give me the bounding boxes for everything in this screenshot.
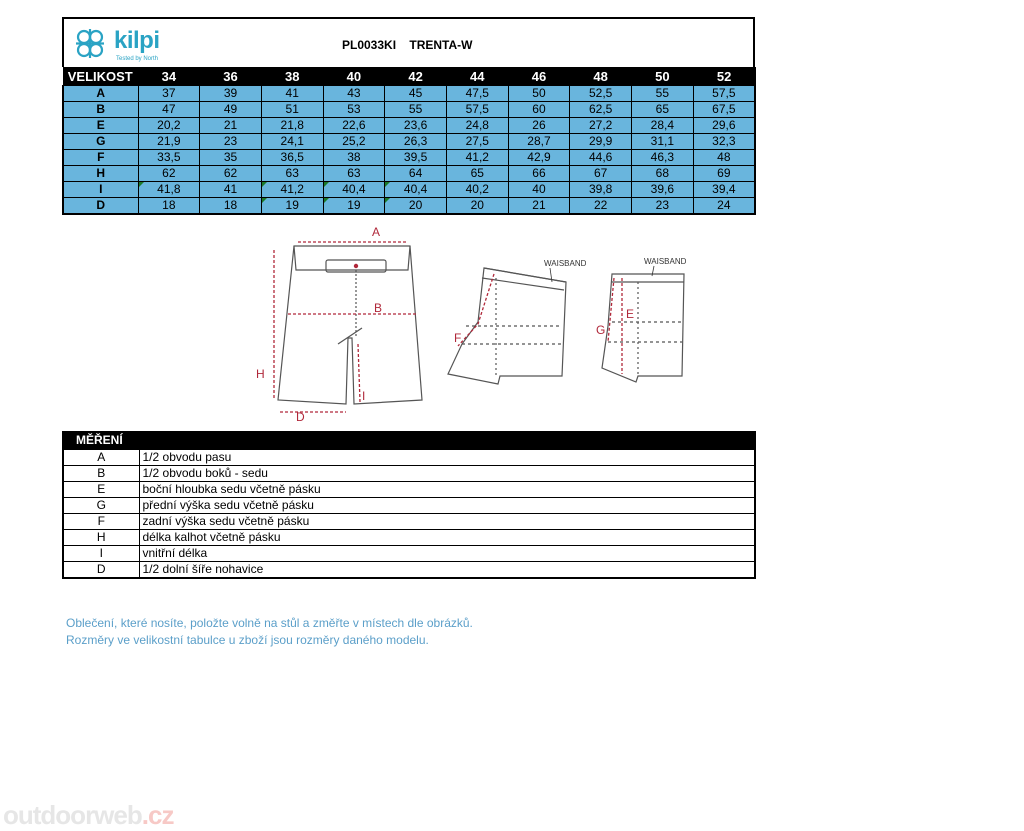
brand-name: kilpi <box>114 27 160 54</box>
size-cell <box>138 182 200 198</box>
size-cell <box>508 182 570 198</box>
size-cell <box>693 198 755 215</box>
size-cell <box>261 182 323 198</box>
cell-comment-marker <box>262 182 267 187</box>
size-cell-value: 62 <box>223 166 238 180</box>
size-cell-value: 52,5 <box>588 86 613 100</box>
size-cell-value: 18 <box>162 198 176 212</box>
size-cell-value: 41 <box>285 86 299 100</box>
size-cell-value: 65 <box>470 166 484 180</box>
size-cell <box>570 182 632 198</box>
size-cell-value: 47,5 <box>465 86 489 100</box>
size-cell <box>261 166 323 182</box>
size-cell-value: 62,5 <box>588 102 613 116</box>
size-cell <box>632 198 694 215</box>
size-cell <box>693 118 755 134</box>
size-header-label: VELIKOST <box>63 67 138 86</box>
size-cell-value: 62 <box>162 166 176 180</box>
size-cell-value: 19 <box>285 198 299 212</box>
size-cell-value: 23 <box>223 134 238 148</box>
size-cell <box>261 134 323 150</box>
watermark-suffix: .cz <box>141 800 174 830</box>
size-cell <box>261 150 323 166</box>
size-cell-value: 41,2 <box>280 182 304 196</box>
size-cell <box>261 102 323 118</box>
watermark-main: outdoorweb <box>3 800 142 830</box>
size-cell-value: 40,4 <box>403 182 428 196</box>
size-cell <box>693 86 755 102</box>
size-col-header: 42 <box>385 67 447 86</box>
diagram-label-b: B <box>374 301 383 315</box>
instruction-note: Oblečení, které nosíte, položte volně na stůl a změřte v místech dle obrázků. <box>66 616 473 630</box>
size-cell-value: 48 <box>717 150 731 164</box>
measurement-row <box>63 498 755 514</box>
size-cell <box>693 102 755 118</box>
diagram-label-e: E <box>626 307 635 321</box>
size-row-label: F <box>63 150 138 166</box>
product-title <box>342 38 472 52</box>
size-cell <box>508 166 570 182</box>
size-cell-value: 29,9 <box>588 134 613 148</box>
size-cell-value: 65 <box>655 102 670 116</box>
size-cell <box>632 150 694 166</box>
size-cell <box>508 134 570 150</box>
size-cell <box>200 150 262 166</box>
size-row <box>63 166 755 182</box>
size-cell <box>570 102 632 118</box>
size-cell <box>570 198 632 215</box>
size-cell-value: 60 <box>532 102 546 116</box>
cell-comment-marker <box>139 182 144 187</box>
measurement-row <box>63 546 755 562</box>
size-cell <box>570 150 632 166</box>
diagram-label-h: H <box>256 367 265 381</box>
size-cell-value: 67,5 <box>712 102 736 116</box>
size-cell <box>323 166 385 182</box>
size-cell-value: 51 <box>285 102 299 116</box>
measurement-key: G <box>63 498 139 514</box>
size-cell <box>200 86 262 102</box>
size-row <box>63 86 755 102</box>
size-cell <box>138 86 200 102</box>
measurement-key: E <box>63 482 139 498</box>
size-cell-value: 53 <box>347 102 361 116</box>
size-cell-value: 39,5 <box>403 150 428 164</box>
size-row <box>63 150 755 166</box>
measurement-row <box>63 514 755 530</box>
size-cell-value: 22,6 <box>342 118 366 132</box>
size-col-header: 40 <box>323 67 385 86</box>
size-row <box>63 118 755 134</box>
size-cell-value: 20 <box>470 198 484 212</box>
size-cell <box>323 86 385 102</box>
size-cell <box>200 102 262 118</box>
measurement-key: F <box>63 514 139 530</box>
size-cell-value: 27,2 <box>588 118 613 132</box>
size-cell <box>385 102 447 118</box>
diagram-label-i: I <box>362 389 366 403</box>
cell-comment-marker <box>324 198 329 203</box>
brand-tagline: Tested by North <box>116 56 159 62</box>
size-col-header: 48 <box>570 67 632 86</box>
size-cell-value: 41,2 <box>465 150 489 164</box>
size-col-header: 34 <box>138 67 200 86</box>
size-cell <box>323 198 385 215</box>
size-cell <box>138 198 200 215</box>
waistband-label-front: WAISBAND <box>644 257 687 266</box>
size-cell-value: 43 <box>347 86 361 100</box>
size-cell-value: 31,1 <box>650 134 675 148</box>
instruction-note: Rozměry ve velikostní tabulce u zboží jsou rozměry daného modelu. <box>66 633 429 647</box>
cell-comment-marker <box>262 198 267 203</box>
size-cell <box>446 118 508 134</box>
knot-icon <box>70 23 110 65</box>
size-cell <box>385 198 447 215</box>
size-row-label: D <box>63 198 138 215</box>
size-cell-value: 44,6 <box>588 150 613 164</box>
size-cell-value: 29,6 <box>712 118 736 132</box>
size-cell-value: 20,2 <box>157 118 181 132</box>
size-cell-value: 57,5 <box>712 86 736 100</box>
size-cell-value: 39,4 <box>712 182 736 196</box>
cell-comment-marker <box>385 182 390 187</box>
size-cell <box>385 182 447 198</box>
size-cell-value: 41 <box>223 182 238 196</box>
size-cell <box>446 86 508 102</box>
size-row-label: B <box>63 102 138 118</box>
size-row <box>63 102 755 118</box>
size-cell <box>570 166 632 182</box>
diagram-label-f: F <box>454 331 462 345</box>
size-cell <box>693 150 755 166</box>
size-cell-value: 40,2 <box>465 182 489 196</box>
measurement-key: A <box>63 450 139 466</box>
size-cell <box>261 118 323 134</box>
size-cell <box>446 182 508 198</box>
size-cell-value: 19 <box>347 198 361 212</box>
size-cell-value: 21,8 <box>280 118 304 132</box>
size-col-header: 36 <box>200 67 262 86</box>
size-col-header: 46 <box>508 67 570 86</box>
size-cell <box>200 182 262 198</box>
size-cell-value: 25,2 <box>342 134 366 148</box>
size-cell <box>508 150 570 166</box>
sheet-header <box>62 17 755 67</box>
size-cell <box>632 166 694 182</box>
size-cell <box>632 118 694 134</box>
size-cell <box>261 198 323 215</box>
size-cell-value: 63 <box>285 166 299 180</box>
size-cell <box>508 198 570 215</box>
size-col-header: 50 <box>632 67 694 86</box>
size-cell <box>570 118 632 134</box>
size-cell <box>323 134 385 150</box>
size-cell <box>138 166 200 182</box>
measurement-key: B <box>63 466 139 482</box>
size-cell-value: 55 <box>655 86 670 100</box>
size-cell-value: 49 <box>223 102 238 116</box>
size-cell <box>446 198 508 215</box>
diagram-label-d: D <box>296 410 305 422</box>
size-cell <box>693 134 755 150</box>
size-cell <box>200 166 262 182</box>
size-cell-value: 21 <box>532 198 546 212</box>
size-cell <box>632 102 694 118</box>
size-cell-value: 42,9 <box>527 150 551 164</box>
size-cell-value: 35 <box>223 150 238 164</box>
size-cell-value: 41,8 <box>157 182 181 196</box>
size-cell <box>385 150 447 166</box>
cell-comment-marker <box>324 182 329 187</box>
size-cell <box>446 102 508 118</box>
measurement-description: přední výška sedu včetně pásku <box>139 498 755 514</box>
measurement-row <box>63 562 755 579</box>
size-cell-value: 66 <box>532 166 546 180</box>
size-row-label: E <box>63 118 138 134</box>
size-header-row <box>63 67 755 86</box>
measurement-description: 1/2 obvodu pasu <box>139 450 755 466</box>
size-cell <box>323 150 385 166</box>
size-row-label: I <box>63 182 138 198</box>
size-cell-value: 21 <box>223 118 238 132</box>
measurement-key: I <box>63 546 139 562</box>
waistband-label-back: WAISBAND <box>544 259 587 268</box>
measurement-description: vnitřní délka <box>139 546 755 562</box>
size-cell <box>632 134 694 150</box>
size-cell-value: 40 <box>532 182 546 196</box>
size-cell-value: 26 <box>532 118 546 132</box>
measurement-description: 1/2 dolní šíře nohavice <box>139 562 755 579</box>
size-cell <box>446 150 508 166</box>
size-row <box>63 198 755 215</box>
size-cell-value: 39,6 <box>650 182 675 196</box>
size-cell <box>323 102 385 118</box>
size-cell-value: 18 <box>223 198 238 212</box>
size-row-label: A <box>63 86 138 102</box>
size-cell-value: 36,5 <box>280 150 304 164</box>
size-cell-value: 24,1 <box>280 134 304 148</box>
size-cell-value: 38 <box>347 150 361 164</box>
size-row-label: G <box>63 134 138 150</box>
size-cell-value: 40,4 <box>342 182 366 196</box>
size-cell-value: 20 <box>408 198 423 212</box>
measurement-description: zadní výška sedu včetně pásku <box>139 514 755 530</box>
size-cell <box>385 118 447 134</box>
measurement-description: 1/2 obvodu boků - sedu <box>139 466 755 482</box>
measurement-row <box>63 450 755 466</box>
size-cell-value: 37 <box>162 86 176 100</box>
measurement-title: MĚŘENÍ <box>76 433 123 447</box>
size-cell-value: 63 <box>347 166 361 180</box>
measurement-diagram <box>250 226 700 422</box>
size-cell <box>385 86 447 102</box>
size-cell-value: 55 <box>408 102 423 116</box>
size-cell <box>138 150 200 166</box>
measurement-description: boční hloubka sedu včetně pásku <box>139 482 755 498</box>
diagram-label-g: G <box>596 323 606 337</box>
size-cell <box>200 198 262 215</box>
measurement-row <box>63 530 755 546</box>
size-cell-value: 45 <box>408 86 423 100</box>
size-cell <box>508 102 570 118</box>
size-cell <box>323 182 385 198</box>
measurement-row <box>63 482 755 498</box>
size-cell-value: 57,5 <box>465 102 489 116</box>
size-cell-value: 24 <box>717 198 731 212</box>
size-cell-value: 32,3 <box>712 134 736 148</box>
size-cell-value: 23 <box>655 198 670 212</box>
watermark <box>3 800 173 831</box>
measurement-table <box>62 449 756 579</box>
measurement-row <box>63 466 755 482</box>
size-cell-value: 39,8 <box>588 182 613 196</box>
size-cell-value: 26,3 <box>403 134 428 148</box>
cell-comment-marker <box>385 198 390 203</box>
size-row <box>63 182 755 198</box>
size-cell-value: 23,6 <box>403 118 428 132</box>
size-cell-value: 22 <box>593 198 608 212</box>
size-cell <box>261 86 323 102</box>
size-cell <box>200 134 262 150</box>
size-cell-value: 64 <box>408 166 423 180</box>
size-cell <box>385 134 447 150</box>
size-row <box>63 134 755 150</box>
size-cell-value: 27,5 <box>465 134 489 148</box>
size-table <box>62 67 756 215</box>
size-cell <box>570 86 632 102</box>
size-cell-value: 33,5 <box>157 150 181 164</box>
size-cell <box>693 166 755 182</box>
measurement-key: D <box>63 562 139 579</box>
size-cell-value: 68 <box>655 166 670 180</box>
measurement-description: délka kalhot včetně pásku <box>139 530 755 546</box>
size-cell <box>508 118 570 134</box>
size-col-header: 52 <box>693 67 755 86</box>
size-cell <box>508 86 570 102</box>
size-cell-value: 69 <box>717 166 731 180</box>
size-row-label: H <box>63 166 138 182</box>
size-cell-value: 47 <box>162 102 176 116</box>
size-cell <box>138 102 200 118</box>
size-cell <box>446 134 508 150</box>
size-cell-value: 46,3 <box>650 150 675 164</box>
size-cell-value: 50 <box>532 86 546 100</box>
size-cell <box>693 182 755 198</box>
size-col-header: 44 <box>446 67 508 86</box>
measurement-header <box>62 431 756 449</box>
size-cell-value: 67 <box>593 166 608 180</box>
size-cell <box>385 166 447 182</box>
size-cell <box>570 134 632 150</box>
size-cell-value: 24,8 <box>465 118 489 132</box>
size-cell <box>138 118 200 134</box>
size-cell-value: 39 <box>223 86 238 100</box>
diagram-label-a: A <box>372 226 381 239</box>
kilpi-logo <box>70 23 180 65</box>
size-cell <box>632 86 694 102</box>
size-cell <box>632 182 694 198</box>
size-cell <box>446 166 508 182</box>
size-cell <box>138 134 200 150</box>
size-cell-value: 28,7 <box>527 134 551 148</box>
size-cell <box>200 118 262 134</box>
size-col-header: 38 <box>261 67 323 86</box>
product-name: TRENTA-W <box>409 38 473 52</box>
measurement-key: H <box>63 530 139 546</box>
size-cell-value: 28,4 <box>650 118 675 132</box>
size-cell <box>323 118 385 134</box>
size-cell-value: 21,9 <box>157 134 181 148</box>
product-code: PL0033KI <box>342 38 397 52</box>
